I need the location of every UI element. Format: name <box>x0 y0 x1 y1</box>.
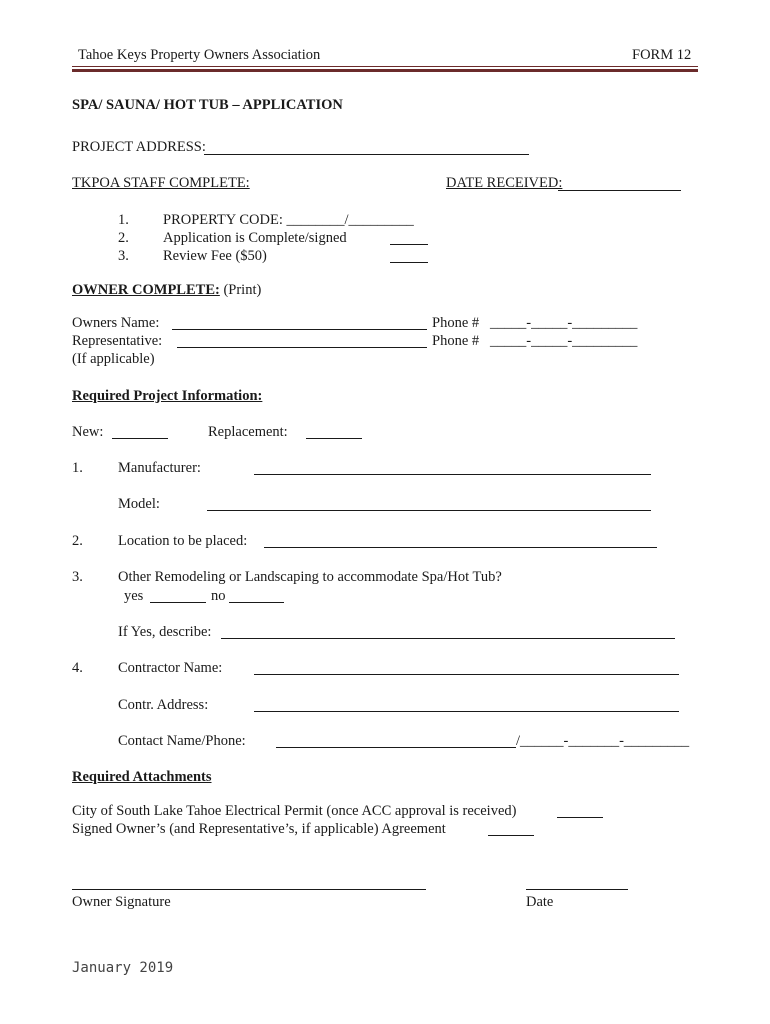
header-org: Tahoe Keys Property Owners Association <box>78 47 321 63</box>
manufacturer-label: Manufacturer: <box>118 460 201 476</box>
location-field[interactable] <box>264 547 657 548</box>
review-fee-label: Review Fee ($50) <box>163 248 267 264</box>
review-fee-field[interactable] <box>390 262 428 263</box>
application-complete-field[interactable] <box>390 244 428 245</box>
location-label: Location to be placed: <box>118 533 248 549</box>
agreement-field[interactable] <box>488 835 534 836</box>
footer-date: January 2019 <box>72 960 174 976</box>
item-number: 4. <box>72 660 83 676</box>
contact-phone-field[interactable]: /______-_______-_________ <box>516 733 690 749</box>
date-received-field[interactable] <box>558 190 681 191</box>
staff-item-number: 3. <box>118 248 129 264</box>
signature-date-label: Date <box>526 894 554 910</box>
owner-signature-label: Owner Signature <box>72 894 171 910</box>
model-field[interactable] <box>207 510 651 511</box>
no-label: no <box>211 588 226 604</box>
owner-signature-field[interactable] <box>72 889 426 890</box>
signature-date-field[interactable] <box>526 889 628 890</box>
contractor-name-label: Contractor Name: <box>118 660 223 676</box>
new-label: New: <box>72 424 104 440</box>
application-complete-label: Application is Complete/signed <box>163 230 347 246</box>
representative-phone-field[interactable]: _____-_____-_________ <box>490 333 638 349</box>
staff-item-number: 2. <box>118 230 129 246</box>
header-rule-thick <box>72 69 698 72</box>
attachments-heading: Required Attachments <box>72 769 212 785</box>
remodel-question: Other Remodeling or Landscaping to accommodate Spa/Hot Tub? <box>118 569 502 585</box>
project-info-heading: Required Project Information: <box>72 388 263 404</box>
item-number: 2. <box>72 533 83 549</box>
owners-name-field[interactable] <box>172 329 427 330</box>
model-label: Model: <box>118 496 160 512</box>
project-address-label: PROJECT ADDRESS: <box>72 139 206 155</box>
owner-phone-field[interactable]: _____-_____-_________ <box>490 315 638 331</box>
manufacturer-field[interactable] <box>254 474 651 475</box>
owners-name-label: Owners Name: <box>72 315 160 331</box>
item-number: 3. <box>72 569 83 585</box>
electrical-permit-label: City of South Lake Tahoe Electrical Permit (once ACC approval is received) <box>72 803 517 819</box>
no-field[interactable] <box>229 602 284 603</box>
contact-name-field[interactable] <box>276 747 516 748</box>
electrical-permit-field[interactable] <box>557 817 603 818</box>
representative-phone-label: Phone # <box>432 333 480 349</box>
date-received-label: DATE RECEIVED: <box>446 175 563 191</box>
contractor-address-label: Contr. Address: <box>118 697 209 713</box>
agreement-label: Signed Owner’s (and Representative’s, if applicable) Agreement <box>72 821 446 837</box>
project-address-field[interactable] <box>204 154 529 155</box>
new-field[interactable] <box>112 438 168 439</box>
page-title: SPA/ SAUNA/ HOT TUB – APPLICATION <box>72 97 343 113</box>
owner-complete-heading-row <box>72 282 261 299</box>
owner-complete-heading: OWNER COMPLETE: <box>72 282 220 298</box>
contact-label: Contact Name/Phone: <box>118 733 246 749</box>
representative-label: Representative: <box>72 333 163 349</box>
representative-field[interactable] <box>177 347 427 348</box>
if-applicable-note: (If applicable) <box>72 351 155 367</box>
yes-label: yes <box>124 588 144 604</box>
staff-complete-label: TKPOA STAFF COMPLETE: <box>72 175 250 191</box>
yes-field[interactable] <box>150 602 206 603</box>
if-yes-field[interactable] <box>221 638 675 639</box>
contractor-address-field[interactable] <box>254 711 679 712</box>
owner-complete-note: (Print) <box>223 282 262 298</box>
item-number: 1. <box>72 460 83 476</box>
replacement-label: Replacement: <box>208 424 288 440</box>
contractor-name-field[interactable] <box>254 674 679 675</box>
if-yes-label: If Yes, describe: <box>118 624 212 640</box>
header-form-number: FORM 12 <box>632 47 692 63</box>
owner-phone-label: Phone # <box>432 315 480 331</box>
replacement-field[interactable] <box>306 438 362 439</box>
property-code-field[interactable]: PROPERTY CODE: ________/_________ <box>163 212 414 228</box>
staff-item-number: 1. <box>118 212 129 228</box>
header-rule-thin <box>72 66 698 67</box>
